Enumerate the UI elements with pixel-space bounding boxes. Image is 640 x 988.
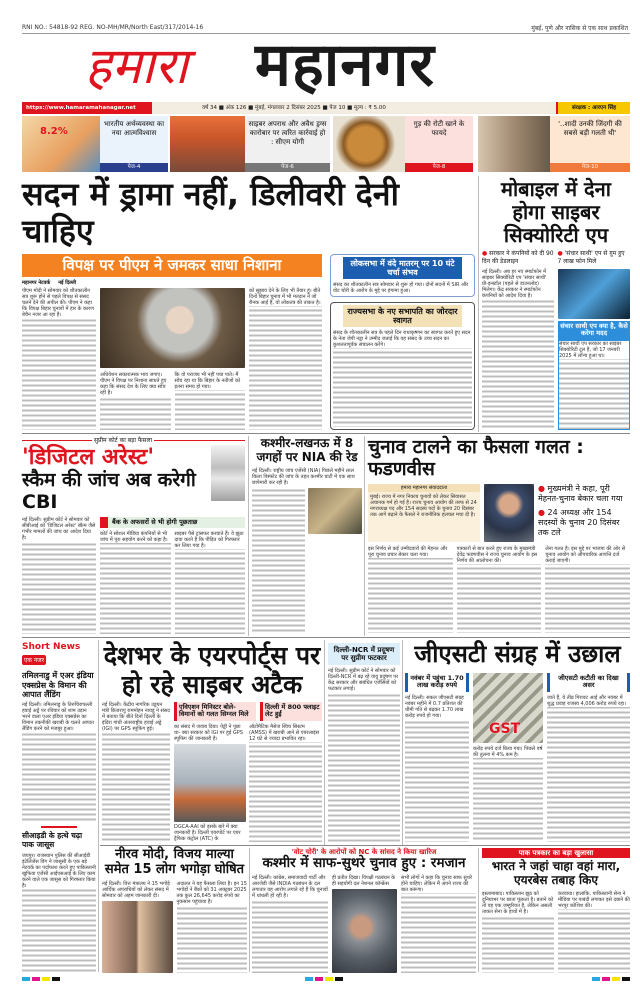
dateline: नई दिल्ली xyxy=(58,279,77,286)
ramzan-col-3: सभी लोगों ने कहा कि चुनाव साफ सुथरे होने चाहिए। लेकिन मैं अपने राज्य की बात करूंगा। xyxy=(401,875,476,893)
nirav-section xyxy=(102,848,247,973)
airport-col-1: नई दिल्ली। केंद्रीय नागरिक उड्डयन मंत्री किंजरापु राममोहन नायडू ने संसद में बताया कि बीते दिनों दिल्ली के इंदिरा गांधी अंतरराष्ट्रीय हवाई अड्डे (IGI) पर GPS स्पूफिंग हुई। xyxy=(102,702,170,732)
rajya-headline[interactable]: राज्यसभा के नए सभापति का जोरदार स्वागत xyxy=(343,305,462,327)
registration-number: RNI NO.: 54818-92 REG. NO-MH/MR/North East/317/2014-16 xyxy=(22,24,204,31)
airport-col-3: ऑटोमैटिक मैसेज स्विच सिस्टम (AMSS) में खराबी आने से एयरलाइंस 12 घंटे से ज्यादा प्रभावित रहा। xyxy=(249,724,322,742)
jaggery-roti-image xyxy=(333,116,405,172)
teaser-text: भारतीय अर्थव्यवस्था का नया आत्मविश्वास xyxy=(103,120,165,137)
gst-col-1: नई दिल्ली। सकल जीएसटी संग्रह नवंबर महीने में 0.7 प्रतिशत की धीमी गति से बढ़कर 1.70 लाख करोड़ रुपये हो गया। xyxy=(405,695,469,719)
ncr-body: नई दिल्ली। सुप्रीम कोर्ट ने सोमवार को दिल्ली-NCR में बढ़ रहे वायु प्रदूषण पर केंद्र सरकार और संबंधित एजेंसियों को फटकार लगाई। xyxy=(328,668,399,693)
phone-app-photo xyxy=(558,269,630,319)
airport-box-1: एविएशन मिनिस्टर बोले- विमानों को गलत सिग्नल मिले xyxy=(174,702,256,721)
lead-banner: विपक्ष पर पीएम ने जमकर साधा निशाना xyxy=(22,254,322,277)
vande-body: संसद का शीतकालीन सत्र सोमवार से शुरू हो गया। दोनों सदनों में SIR और वोट चोरी के आरोप के मुद्दे पर हंगामा हुआ। xyxy=(333,282,472,294)
supreme-court-image xyxy=(211,445,245,501)
fadnavis-photo xyxy=(484,484,534,542)
page-label: पेज-10 xyxy=(550,163,630,172)
section-divider xyxy=(22,433,630,434)
teaser-bachchan[interactable] xyxy=(478,116,630,172)
column-divider xyxy=(249,848,250,972)
masthead-title-red: हमारा xyxy=(85,37,188,95)
gst-col-2: करोड़ रुपये दर्ज किया गया। पिछले वर्ष की तुलना में 4% कम है। xyxy=(473,745,543,758)
nia-body-continued xyxy=(252,488,305,633)
pak-col-1: इस्लामाबाद। पाकिस्तान झूठ को दुनियाभर पर छाता फूंकता है। बताने को तो वह एक जम्हूरियत है, लेकिन असली ताकत सेना के हाथों में है। xyxy=(482,890,554,915)
pm-modi-photo xyxy=(100,288,245,368)
teaser-text: गुड़ की रोटी खाने के फायदे xyxy=(413,120,465,137)
column-divider xyxy=(324,640,325,845)
color-marks xyxy=(22,977,60,981)
celebrity-photo xyxy=(478,116,550,172)
gst-image-label: GST xyxy=(489,720,521,737)
fadnavis-bullet-1: ● मुख्यमंत्री ने कहा, पूरी मेहनत-चुनाव बेकार चला गया xyxy=(538,484,630,504)
digital-subhead: बैंक के अफसरों से भी होगी पूछताछ xyxy=(100,517,245,528)
fadnavis-box xyxy=(368,484,480,542)
page-label: पेज-6 xyxy=(245,163,330,172)
fadnavis-byline: हमारा महानगर संवाददाता xyxy=(368,484,480,492)
issue-info: वर्ष 34 ■ अंक 126 ■ मुंबई, मंगलवार 2 दिसंबर 2025 ■ पेज 10 ■ मूल्य : ₹ 5.00 xyxy=(202,105,386,111)
short-headline-2[interactable]: सीआइडी के हत्थे चढ़ा पाक जासूस xyxy=(22,831,83,849)
page-label: पेज-8 xyxy=(405,163,473,172)
short-body-1: नई दिल्ली। तमिलनाडु के तिरुचिरापल्ली हवाई अड्डे पर रविवार को शाम उड़ान भरने वाला एअर इंडिया एक्सप्रेस का विमान तकनीकी खराबी के चलते आपात लैंडिंग करने को मजबूर हुआ। xyxy=(22,702,96,732)
vande-box xyxy=(330,254,475,297)
digital-section xyxy=(22,436,245,634)
page-label: पेज-4 xyxy=(100,163,168,172)
lead-col-1: पीएम मोदी ने सोमवार को शीतकालीन सत्र शुरू होने से पहले विपक्ष से संसद चलने देने की अपील की। पीएम ने कहा कि विपक्ष बिहार चुनावों में हार के कारण बेचैन नजर आ रहा है। xyxy=(22,288,96,318)
digital-headline-red[interactable]: 'डिजिटल अरेस्ट' xyxy=(22,445,155,470)
teaser-jaggery[interactable] xyxy=(333,116,473,172)
lead-col-3: अधिवेशन सकारात्मक भाव जगाए। पीएम ने विपक्ष पर निशाना साधते हुए कहा कि संसद देश के लिए क्या सोच रही है। xyxy=(100,372,171,396)
lead-col-2: को सुझाव देने के लिए भी तैयार हूं। बीते दिनों बिहार चुनाव में भी मतदान ने जो रौनक आई है, वो लोकतंत्र की ताकत है। xyxy=(249,287,321,306)
sanchar-box-title: संचार साथी एप क्या है, कैसे करेगा मदद xyxy=(558,321,630,340)
nia-headline[interactable]: कश्मीर-लखनऊ में 8 जगहों पर NIA की रेड xyxy=(256,436,358,464)
teaser-text: '..शादी उनकी जिंदगी की सबसे बड़ी गलती थी' xyxy=(558,120,622,137)
short-news-label: Short News xyxy=(22,642,81,652)
airport-section xyxy=(102,641,322,842)
section-divider xyxy=(22,637,630,638)
nirav-headline[interactable]: नीरव मोदी, विजय माल्या समेत 15 लोग भगोड़ा घोषित xyxy=(104,847,245,877)
nia-section xyxy=(252,437,362,633)
digital-col-3: साइबर पैसे ट्रांसफर करवाते हैं। वे झूठा दावा करते हैं कि पीड़ित को गिरफ्तार कर लिया गया है। xyxy=(174,531,244,550)
yogi-photo xyxy=(170,116,245,172)
byline: महानगर नेटवर्क xyxy=(22,279,51,286)
fadnavis-col-3: लेना गलत है। इस मुद्दे पर भाजपा की ओर से चुनाव आयोग को औपचारिक आपत्ति दर्ज कराई जाएगी। xyxy=(545,546,630,564)
gst-col-3: जाते हैं, ये तीव्र गिरावट आई और नवंबर में शुद्ध प्रवाह राजस्व 4,006 करोड़ रुपये रहा। xyxy=(547,695,630,707)
ramzan-col-2: ही प्रतीत दिखा। विपक्षी गठबंधन के ही सहयोगी दल नेशनल कॉन्फ्रेंस xyxy=(332,874,396,887)
pak-headline[interactable]: भारत ने जहां चाहा वहां मारा, एयरबेस तबाह किए xyxy=(491,859,621,887)
nirav-col-1: नई दिल्ली। वित्त मंत्रालय ने 15 भगोड़े आर्थिक अपराधियों को लेकर संसद में सोमवार को अहम जानकारी दी। xyxy=(102,881,173,899)
fadnavis-section xyxy=(368,437,630,633)
nirav-col-2: अदालत ने यह फैसला लिया है। इन 15 भगोड़ों ने बैंकों को 31 अक्टूबर 2025 तक कुल 26,645 करोड़ रुपये का नुकसान पहुंचाया है। xyxy=(176,880,247,905)
rajya-body: संसद के शीतकालीन सत्र के पहले दिन राधाकृष्णन का स्वागत करते हुए सदन के नेता जेपी नड्डा ने उम्मीद जताई कि वह संसद के उच्च सदन का कुशलतापूर्वक संचालन करेंगे। xyxy=(333,330,471,349)
column-divider xyxy=(98,640,99,972)
airport-headline[interactable]: देशभर के एयरपोर्ट्स पर हो रहे साइबर अटैक xyxy=(103,641,321,699)
nia-body: नई दिल्ली। राष्ट्रीय जांच एजेंसी (NIA) पिछले महीने लाल किला विस्फोट की जांच के तहत कश्मीर घाटी में एक साथ छापेमारी कर रही है। xyxy=(252,468,362,486)
website-link[interactable]: https://www.hamaramahanagar.net xyxy=(22,102,152,114)
pak-section xyxy=(482,848,630,973)
gst-currency-image xyxy=(473,673,543,743)
patron-label: संरक्षक : आरएन सिंह xyxy=(556,102,630,114)
vande-headline[interactable]: लोकसभा में वंदे मातरम् पर 10 घंटे चर्चा संभव xyxy=(343,257,462,279)
short-divider xyxy=(41,826,77,828)
ncr-headline[interactable]: दिल्ली-NCR में प्रदूषण पर सुप्रीम फटकार xyxy=(328,643,400,665)
fugitives-photo xyxy=(102,901,173,973)
airport-caption: DGCA-AAI को इसके बारे में क्या जानकारी है। दिल्ली एयरपोर्ट पर एयर ट्रैफिक कंट्रोल (ATC) के xyxy=(174,824,246,842)
teaser-yogi[interactable] xyxy=(170,116,330,172)
airport-col-2: का संसद में जवाब दिया। पेड्डी ने पूछा था- क्या सरकार को IGI पर हुई GPS स्पूफिंग की जानकारी है। xyxy=(174,724,246,742)
rajya-box xyxy=(330,302,475,430)
ramzan-headline[interactable]: कश्मीर में साफ-सुथरे चुनाव हुए : रमजान xyxy=(262,855,466,872)
airport-photo xyxy=(174,744,246,822)
section-divider xyxy=(100,845,630,846)
short-news-label-2: एक नजर xyxy=(24,657,45,665)
ncr-section xyxy=(328,643,400,842)
short-news-section xyxy=(22,642,96,973)
growth-figure: 8.2% xyxy=(40,126,68,137)
column-divider xyxy=(478,848,479,972)
gst-sub-1: नवंबर में पहुंचा 1.70 लाख करोड़ रुपये xyxy=(405,673,469,692)
color-marks xyxy=(305,977,343,981)
ramzan-section xyxy=(252,848,476,973)
nia-raid-photo xyxy=(308,488,362,534)
pak-kicker: पाक पत्रकार का बड़ा खुलासा xyxy=(482,848,630,858)
fadnavis-col-2: पत्रकारों से बात करते हुए राज्य के मुख्यमंत्री देवेंद्र फडणवीस ने राज्य चुनाव आयोग के इस निर्णय की आलोचना की। xyxy=(457,546,542,564)
digital-kicker: सुप्रीम कोर्ट का बड़ा फैसला xyxy=(94,437,153,444)
teaser-text: साइबर अपराध और अवैध ड्रग्स कारोबार पर त्वरित कार्रवाई हो : सीएम योगी xyxy=(248,120,327,146)
tagline: मुंबई, पुणे और नासिक से एक साथ प्रकाशित xyxy=(531,25,628,32)
lead-headline[interactable]: सदन में ड्रामा नहीं, डिलीवरी देनी चाहिए xyxy=(22,175,399,250)
fadnavis-bullet-2: ● 24 अध्यक्ष और 154 सदस्यों के चुनाव 20 दिसंबर तक टले xyxy=(538,508,630,538)
short-body-2: जयपुर। राजस्थान पुलिस की सीआईडी इंटेलिजेंस विंग ने जासूसी के एक बड़े नेटवर्क का पर्दाफाश करते हुए पाकिस्तानी खुफिया एजेंसी आईएसआई के लिए काम करने वाले एक जासूस को गिरफ्तार किया है। xyxy=(22,852,96,889)
gst-headline[interactable]: जीएसटी संग्रह में उछाल xyxy=(414,640,621,668)
ramzan-kicker: 'वोट चोरी' के आरोपों को NC के सांसद ने किया खारिज xyxy=(291,848,437,856)
color-marks xyxy=(592,977,630,981)
airport-box-2: दिल्ली में 800 फ्लाइट लेट हुईं xyxy=(260,702,322,721)
economy-image xyxy=(22,116,100,172)
column-divider xyxy=(364,436,365,636)
short-headline-1[interactable]: तमिलनाडु में एअर इंडिया एक्सप्रेस के विमान की आपात लैंडिंग xyxy=(22,671,94,699)
fadnavis-headline[interactable]: चुनाव टालने का फैसला गलत : फडणवीस xyxy=(368,436,584,480)
digital-headline[interactable]: स्कैम की जांच अब करेगी CBI xyxy=(22,469,196,514)
mobile-headline[interactable]: मोबाइल में देना होगा साइबर सिक्योरिटी एप xyxy=(501,177,611,247)
mobile-body: नई दिल्ली। अब हर नए स्मार्टफोन में साइबर सिक्योरिटी एप 'संचार साथी' प्री-इन्स्टॉल (पहले से डाउनलोड) मिलेगा। केंद्र सरकार ने स्मार्टफोन कंपनियों को आदेश दिया है। xyxy=(482,269,554,299)
gst-section xyxy=(405,641,630,842)
teaser-economy[interactable] xyxy=(22,116,168,172)
digital-col-1: नई दिल्ली। सुप्रीम कोर्ट ने सोमवार को सीबीआई को 'डिजिटल अरेस्ट' स्कैम जैसे गंभीर मामलों की जांच का आदेश दिया है। xyxy=(22,516,96,541)
ramzan-col-1: नई दिल्ली। कांग्रेस, समाजवादी पार्टी और आरजेडी जैसे INDIA गठबंधन के दल लगातार यह आरोप लगाते रहे हैं कि चुनावों में धांधली हो रही है। xyxy=(252,874,328,899)
column-divider xyxy=(248,436,249,636)
column-divider xyxy=(478,176,479,432)
mobile-bullet-2: ● 'संचार साथी' एप से ग़ुम हुए 7 लाख फोन मिले xyxy=(558,250,631,266)
column-divider xyxy=(402,640,403,845)
pak-col-2: करवाया। हालांकि, पाकिस्तानी सेना ने मीडिया पर पाबंदी लगाकर इसे दबाने की भरपूर कोशिश की। xyxy=(558,890,630,909)
sanchar-box-body: संचार साथी एप सरकार का साइबर सिक्योरिटी टूल है, जो 17 जनवरी 2025 में लॉन्च हुआ था। xyxy=(559,341,629,359)
fadnavis-box-body: मुंबई। राज्य में नगर निकाय चुनावों को लेकर सियासत अचानक गर्म हो गई है। राज्य चुनाव आयोग की तरफ से 24 नगराध्यक्ष पद और 154 सदस्य पदों के चुनाव 20 दिसंबर तक आगे बढ़ाने के फैसले ने राजनीतिक हलचल मचा दी है। xyxy=(370,493,477,518)
masthead-title-black: महानगर xyxy=(255,30,435,100)
info-bar xyxy=(22,102,630,114)
mobile-bullet-1: ● सरकार ने कंपनियों को दी 90 दिन की डेडलाइन xyxy=(482,250,555,266)
lead-section xyxy=(22,176,475,430)
mobile-section xyxy=(482,178,630,430)
gst-sub-2: जीएसटी कटौती का दिखा असर xyxy=(547,673,630,692)
ramzan-photo xyxy=(332,889,397,973)
lead-col-4: कि वो पराजय भी नहीं पचा पाते। मैं सोच रहा था कि बिहार के नतीजों को इतना समय हो गया। xyxy=(175,372,246,390)
fadnavis-col-1: इस निर्णय से कई उम्मीदवारों की मेहनत और पूरा चुनाव प्रचार बेकार चला गया। xyxy=(368,546,453,558)
digital-col-2: कोर्ट ने सोशल मीडिया कंपनियों से भी जांच में पूरा सहयोग करने को कहा है। xyxy=(100,531,171,543)
